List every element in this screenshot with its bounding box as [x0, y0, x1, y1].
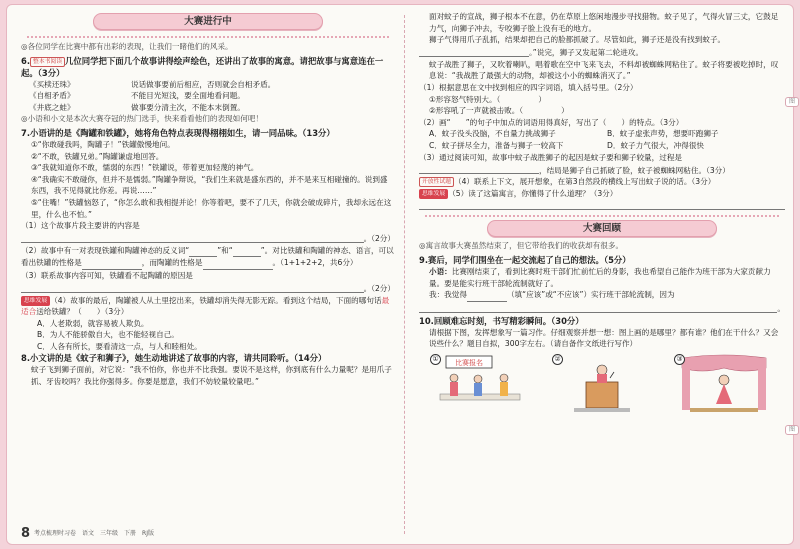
section-banner-in-progress: 大赛进行中 — [93, 13, 323, 30]
page-number: 8 — [21, 526, 31, 542]
answer-blank[interactable] — [467, 289, 507, 302]
right-page: 面对蚊子的宣战，狮子根本不在意，仍在草原上悠闲地漫步寻找猎物。蚊子见了，气得火冒三丈，它鼓足力气，向狮子冲去，专咬狮子脸上没有毛的地方。 狮子气得用爪子乱抓，结果却把自己的脸都抓破了。尽管如此，狮子还是没有找到蚊子。 。”说完，狮子又发起第二轮进攻。 蚊子战胜了狮子，又吹着喇叭，唱着歌在空中飞来飞去，不料却被蜘蛛网粘住了。蚊子将要被吃掉时，叹息说：“我战胜了最强大的动物，却被这小小的蜘蛛消灭了。” （1）根据意思在文中找到相应的四字词语，填入括号里。（2分） ①形容怒气特别大。（ ） ②形容吼了一声就被击败。（ ） （2）画“ ”的句子中加点的词语用得真好，写出了（ ）的特点。（3分） A．蚊子没头没脑，不自量力挑战狮子 B．蚊子虚张声势，想要吓跑狮子 C．蚊子拼尽全力，准备与狮子一较高下 D．蚊子力气很大，冲得很快 （3）通过阅读可知，故事中蚊子战胜狮子的起因是蚊子要和狮子较量，过程是 ，结局是狮子自己抓破了脸，蚊子被蜘蛛网粘住。（3分） 开放性试题 （4）联系上下文，展开想象，在第3自然段的横线上写出蚊子说的话。（3分） 思维发展 （5）读了这篇寓言，你懂得了什么道理？（3分） 大赛回顾 ◎寓言故事大赛虽然结束了，但它带给我们的收获却有很多。 9.赛后，同学们围坐在一起交流起了自己的想法。（5分） 小语：比赛刚结束了，看到比赛时班干部们忙前忙后的身影，我也希望自己能作为班干部为大家贡献力量。要是能实行班干部轮流制就好了。 我：我觉得 （填“应该”或“不应该”）实行班干部轮流制，因为 。 10.回顾难忘时刻，书写精彩瞬间。（30分） 请根据下图，发挥想象写一篇习作。仔细观察并想一想：图上画的是哪里？都有谁？他们在干什么？又会说些什么？题目自拟，300字左右。（请自备作文纸进行写作） ① 比赛报名 ② ③ — [419, 11, 785, 536]
passage-line: ④“我确实不敢碰你，但并不是懦弱。”陶罐争辩说，“我们生来就是盛东西的，并不是来互相碰撞的。说到盛东西，我不见得就比你差。再说……” — [31, 174, 388, 196]
passage-line: ①“你敢碰我吗，陶罐子！”铁罐傲慢地问。 — [31, 139, 175, 149]
matching-row[interactable]: 《自相矛盾》 不能目光短浅，要全面地看问题。 — [29, 91, 245, 101]
wave-divider — [425, 212, 779, 217]
question-7-title: 7.小语讲的是《陶罐和铁罐》，她将角色特点表现得栩栩如生，请一同品味。（13分） — [21, 127, 335, 138]
passage-line: ⑤“住嘴！”铁罐恼怒了，“你怎么敢和我相提并论！你等着吧，要不了几天，你就会破成碎片，我却永远在这里，什么也不怕。” — [31, 197, 392, 219]
question-6-title: 6. 整本书阅读 几位同学把下面几个故事讲得绘声绘色，还讲出了故事的寓意。请把故事与寓意连在一起。（3分） — [21, 55, 384, 78]
option-c[interactable]: C．蚊子拼尽全力，准备与狮子一较高下 — [429, 140, 564, 150]
q6-note: ◎小语和小文是本次大赛夺冠的热门选手，快来看看他们的表现如何吧！ — [21, 114, 264, 124]
prompt-picture-3: ③ — [676, 354, 772, 416]
q7-sub2: （2）故事中有一对表现铁罐和陶罐神态的反义词“ ”和“ ”。对比铁罐和陶罐的神态、语言，可以看出铁罐的性格是 ，而陶罐的性格是 。（1+1+2+2，共6分） — [21, 245, 395, 270]
answer-line[interactable] — [21, 233, 364, 243]
matching-row[interactable]: 《买椟还珠》 说话做事要前后相应，否则就会自相矛盾。 — [29, 79, 276, 89]
thinking-badge: 思维发展 — [419, 189, 448, 199]
page-gutter — [404, 15, 405, 534]
answer-line[interactable] — [419, 303, 777, 313]
binding-tab-top: 图 — [785, 97, 799, 107]
thinking-badge: 思维发展 — [21, 296, 50, 306]
passage-line: 面对蚊子的宣战，狮子根本不在意，仍在草原上悠闲地漫步寻找猎物。蚊子见了，气得火冒三丈，它鼓足力气，向狮子冲去，专咬狮子脸上没有毛的地方。 — [429, 12, 779, 33]
option-a[interactable]: A．蚊子没头没脑，不自量力挑战狮子 — [429, 129, 556, 139]
answer-blank[interactable] — [189, 245, 217, 258]
answer-line[interactable] — [419, 47, 529, 57]
r-sub2: （2）画“ ”的句子中加点的词语用得真好，写出了（ ）的特点。（3分） — [419, 117, 684, 127]
question-8-title: 8.小文讲的是《蚊子和狮子》，她生动地讲述了故事的内容，请共同聆听。（14分） — [21, 353, 327, 364]
passage-line: ③“我就知道你不敢，懦弱的东西！”铁罐说，带着更加轻蔑的神气。 — [31, 163, 259, 173]
r-sub1: （1）根据意思在文中找到相应的四字词语，填入括号里。（2分） — [419, 82, 638, 92]
section-intro: ◎寓言故事大赛虽然结束了，但它带给我们的收获却有很多。 — [419, 241, 624, 251]
passage-line: 蚊子飞到狮子面前，对它说：“我不怕你，你也并不比我强。要说不是这样，你到底有什么力量呢？是用爪子抓、牙齿咬吗？我比你强得多。你要是愿意，我们不妨较量较量吧。” — [31, 365, 392, 387]
writing-prompt-pictures — [419, 354, 785, 418]
speech-podium-icon — [554, 354, 650, 416]
q7-sub1: （1）这个故事片段主要讲的内容是 — [21, 221, 140, 231]
option-b[interactable]: B．为人不能骄傲自大，也不能轻视自己。 — [37, 330, 179, 340]
speech-me: 我：我觉得 （填“应该”或“不应该”）实行班干部轮流制，因为 — [419, 289, 785, 302]
stage-performance-icon — [676, 354, 772, 416]
passage-line: 狮子气得用爪子乱抓，结果却把自己的脸都抓破了。尽管如此，狮子还是没有找到蚊子。 — [429, 35, 726, 45]
worksheet-sheet — [6, 4, 794, 545]
passage-line: 蚊子战胜了狮子，又吹着喇叭，唱着歌在空中飞来飞去，不料却被蜘蛛网粘住了。蚊子将要被吃掉时，叹息说：“我战胜了最强大的动物，却被这小小的蜘蛛消灭了。” — [429, 59, 779, 81]
page-footer: 8 考点梳理时习卷 语文 三年级 下册 RJ版 — [21, 526, 154, 542]
speech-xiaoyu: 小语：比赛刚结束了，看到比赛时班干部们忙前忙后的身影，我也希望自己能作为班干部为大家贡献力量。要是能实行班干部轮流制就好了。 — [429, 266, 771, 288]
matching-list — [21, 79, 395, 114]
r-sub5: 思维发展 （5）读了这篇寓言，你懂得了什么道理？（3分） — [419, 188, 785, 200]
option-c[interactable]: C．人各有所长，要看清这一点，与人和睦相处。 — [37, 341, 202, 351]
prompt-picture-1: ① 比赛报名 — [432, 354, 528, 416]
q10-desc: 请根据下图，发挥想象写一篇习作。仔细观察并想一想：图上画的是哪里？都有谁？他们在干什么？又会说些什么？题目自拟，300字左右。（请自备作文纸进行写作） — [429, 327, 779, 349]
prompt-picture-2: ② — [554, 354, 650, 416]
left-page: 大赛进行中 ◎各位同学在比赛中都有出彩的表现，让我们一睹他们的风采。 6. 整本书阅读 几位同学把下面几个故事讲得绘声绘色，还讲出了故事的寓意。请把故事与寓意连在一起。（3分） 《买椟还珠》 说话做事要前后相应，否则就会自相矛盾。 《自相矛盾》 不能目光短浅，要全面地看问题。 《井底之蛙》 做事要分清主次，不能本末倒置。 ◎小语和小文是本次大赛夺冠的热门选手，快来看看他们的表现如何吧！ 7.小语讲的是《陶罐和铁罐》，她将角色特点表现得栩栩如生，请一同品味。（13分） ①“你敢碰我吗，陶罐子！”铁罐傲慢地问。 ②“不敢，铁罐兄弟。”陶罐谦虚地回答。 ③“我就知道你不敢，懦弱的东西！”铁罐说，带着更加轻蔑的神气。 ④“我确实不敢碰你，但并不是懦弱。”陶罐争辩说，“我们生来就是盛东西的，并不是来互相碰撞的。说到盛东西，我不见得就比你差。再说……” ⑤“住嘴！”铁罐恼怒了，“你怎么敢和我相提并论！你等着吧，要不了几天，你就会破成碎片，我却永远在这里，什么也不怕。” （1）这个故事片段主要讲的内容是 。（2分） （2）故事中有一对表现铁罐和陶罐神态的反义词“ ”和“ ”。对比铁罐和陶罐的神态、语言，可以看出铁罐的性格是 ，而陶罐的性格是 。（1+1+2+2，共6分） （3）联系故事内容可知，铁罐看不起陶罐的原因是 。（2分） 思维发展 （4）故事的最后，陶罐被人从土里挖出来，铁罐却消失得无影无踪。看到这个结局，下面的哪句话最适合送给铁罐？（ ）（3分） A．人老欺弱，就容易被人欺负。 B．为人不能骄傲自大，也不能轻视自己。 C．人各有所长，要看清这一点，与人和睦相处。 8.小文讲的是《蚊子和狮子》，她生动地讲述了故事的内容，请共同聆听。（14分） 蚊子飞到狮子面前，对它说：“我不怕你，你也并不比我强。要说不是这样，你到底有什么力量呢？是用爪子抓、牙齿咬吗？我比你强得多。你要是愿意，我们不妨较量较量吧。” 8 考点梳理时习卷 语文 三年级 下册 RJ版 — [21, 11, 395, 536]
r-sub1a[interactable]: ①形容怒气特别大。（ ） — [429, 94, 546, 104]
answer-line[interactable] — [419, 200, 785, 210]
question-10-title: 10.回顾难忘时刻，书写精彩瞬间。（30分） — [419, 315, 584, 326]
q7-sub4: 思维发展 （4）故事的最后，陶罐被人从土里挖出来，铁罐却消失得无影无踪。看到这个结局，下面的哪句话最适合送给铁罐？（ ）（3分） — [21, 295, 390, 317]
option-d[interactable]: D．蚊子力气很大，冲得很快 — [607, 140, 704, 150]
matching-row[interactable]: 《井底之蛙》 做事要分清主次，不能本末倒置。 — [29, 102, 245, 112]
open-question-badge: 开放性试题 — [419, 177, 454, 187]
signup-sign-text: 比赛报名 — [455, 358, 483, 367]
answer-blank[interactable] — [82, 257, 142, 270]
wave-divider — [27, 33, 389, 38]
signup-scene-icon — [432, 354, 528, 416]
option-a[interactable]: A．人老欺弱，就容易被人欺负。 — [37, 318, 149, 328]
answer-line[interactable] — [419, 164, 539, 174]
r-sub1b[interactable]: ②形容吼了一声就被击败。（ ） — [429, 106, 569, 116]
binding-tab-bottom: 图 — [785, 425, 799, 435]
r-sub3: （3）通过阅读可知，故事中蚊子战胜狮子的起因是蚊子要和狮子较量，过程是 — [419, 152, 683, 162]
answer-blank[interactable] — [233, 245, 261, 258]
answer-blank[interactable] — [203, 257, 273, 270]
section-intro: ◎各位同学在比赛中都有出彩的表现，让我们一睹他们的风采。 — [21, 42, 233, 51]
answer-line[interactable] — [21, 283, 364, 293]
section-banner-review: 大赛回顾 — [487, 220, 717, 237]
option-b[interactable]: B．蚊子虚张声势，想要吓跑狮子 — [607, 129, 719, 139]
question-badge: 整本书阅读 — [30, 57, 65, 67]
question-9-title: 9.赛后，同学们围坐在一起交流起了自己的想法。（5分） — [419, 254, 631, 265]
q7-sub3: （3）联系故事内容可知，铁罐看不起陶罐的原因是 — [21, 270, 193, 280]
passage-line: ②“不敢，铁罐兄弟。”陶罐谦虚地回答。 — [31, 151, 164, 161]
r-sub4: 开放性试题 （4）联系上下文，展开想象，在第3自然段的横线上写出蚊子说的话。（3分） — [419, 176, 785, 188]
